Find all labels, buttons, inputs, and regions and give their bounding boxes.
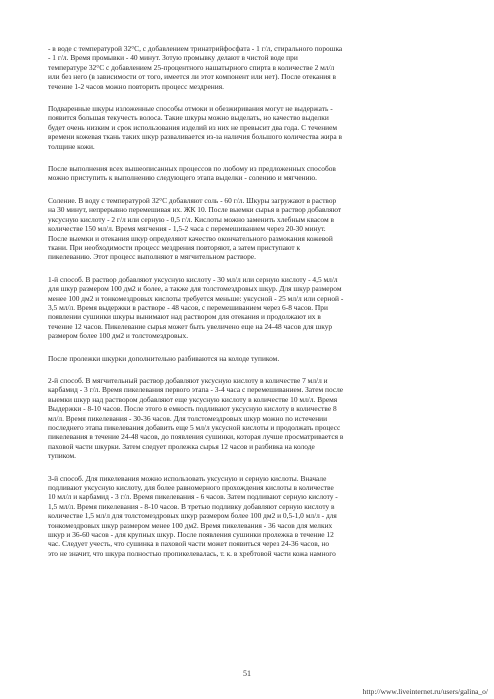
paragraph-method-1 <box>48 275 458 341</box>
text-line: течение 12 часов. Пикелевание сырья может быть увеличено еще на 24-48 часов для шкур <box>48 321 333 331</box>
text-line: толщине кожи. <box>48 141 95 151</box>
text-line: пикелевания в течение 24-48 часов, до появления сушинки, которая лучше просматривается в <box>48 432 344 442</box>
text-line: появлении сушинки шкуры вынимают над раствором для отекания и продолжают их в <box>48 312 321 322</box>
text-line: - в воде с температурой 32°С, с добавлением тринатрийфосфата - 1 г/л, стирального порошка <box>48 44 343 53</box>
text-line: подливают уксусную кислоту, для более равномерного прохождения кислоты в количестве <box>48 483 334 493</box>
text-line: уксусную кислоту - 2 г/л или серную - 0,5 г/л. Кислоты можно заменить хлебным квасом в <box>48 214 334 224</box>
text-line: 10 мл/л и карбамид - 3 г/л. Время пикелевания - 6 часов. Затем подливают серную кислоту - <box>48 492 338 502</box>
text-line: количестве 150 мл/л. Время мягчения - 1,5-2 часа с перемешиванием через 20-30 минут. <box>48 224 326 234</box>
paragraph-boiled-skins <box>48 104 458 151</box>
text-line: менее 100 дм2 и тонкомездровых кислоты требуется меньше: уксусной - 25 мл/л или серной - <box>48 293 344 303</box>
page-number: 51 <box>243 669 251 678</box>
text-line: мл/л. Время пикелевания - 30-36 часов. Для толстомездровых шкур можно по истечении <box>48 413 328 423</box>
text-line: 1,5 мл/л. Время пикелевания - 8-10 часов. В третью подливку добавляют серную кислоту в <box>48 501 335 511</box>
text-line: выемки шкур над раствором добавляют еще уксусную кислоту в количестве 10 мл/л. Время <box>48 394 338 404</box>
text-line: размером более 100 дм2 и толстомездровых. <box>48 331 189 341</box>
text-line: течение 1-2 часов можно повторить процесс мездрения. <box>48 81 224 91</box>
text-line: час. Следует учесть, что сушинка в паховой части может появиться через 24-36 часов, но <box>48 539 330 549</box>
text-line: шкур и 36-60 часов - для крупных шкур. После появления сушинки пролежка в течение 12 <box>48 530 334 540</box>
paragraph-method-3 <box>48 474 458 559</box>
text-line: ткани. При необходимости процесс мездрения повторяют, а затем приступают к <box>48 242 301 252</box>
text-line: После выполнения всех вышеописанных процессов по любому из предложенных способов <box>48 164 336 174</box>
text-line: времени кожевая ткань таких шкур разваливается из-за наличия большого количества жира в <box>48 132 342 142</box>
footer-url: http://www.liveinternet.ru/users/galina_o/ <box>362 687 488 696</box>
text-line: для шкур размером 100 дм2 и более, а также для толстомездровых шкур. Для шкур размером <box>48 284 342 294</box>
text-line: можно приступить к выполнению следующего этапа выделки - солению и мягчению. <box>48 173 317 183</box>
text-line: карбамид - 3 г/л. Время пикелевания первого этапа - 3-4 часа с перемешиванием. Затем после <box>48 385 344 395</box>
paragraph-washing <box>48 44 458 91</box>
text-line: или без него (в зависимости от того, имеется ли этот компонент или нет). После отекания в <box>48 72 336 82</box>
text-line: 2-й способ. В мягчительный раствор добавляют уксусную кислоту в количестве 7 мл/л и <box>48 375 328 385</box>
text-line: После пролежки шкурки дополнительно разбиваются на колоде тупиком. <box>48 353 280 363</box>
text-line: паховой части шкурки. Затем следует пролежка сырья 12 часов и разбивка на колоде <box>48 441 315 451</box>
text-line: температуре 32°С с добавлением 25-процентного нашатырного спирта в количестве 2 мл/л <box>48 62 335 72</box>
text-line: пикелеванию. Этот процесс выполняют в мягчительном растворе. <box>48 252 256 262</box>
text-line: - 1 г/л. Время промывки - 40 минут. Зотую промывку делают в чистой воде при <box>48 53 298 63</box>
paragraph-salting <box>48 196 458 262</box>
text-line: последнего этапа пикелевания добавить еще 5 мл/л уксусной кислоты и продолжать процесс <box>48 423 341 432</box>
text-line: 3-й способ. Для пикелевания можно использовать уксусную и серную кислоты. Вначале <box>48 473 327 483</box>
text-line: это не значит, что шкура полностью пропикелевалась, т. к. в хребтовой части кожа намного <box>48 548 336 558</box>
text-line: Соление. В воду с температурой 32°С добавляют соль - 60 г/л. Шкуры загружают в раствор <box>48 195 337 205</box>
paragraph-next-stage <box>48 164 458 183</box>
text-line: тупиком. <box>48 451 77 461</box>
text-line: Подваренные шкуры изложенные способы отмоки и обезжиривания могут не выдержать - <box>48 104 333 114</box>
paragraph-method-2 <box>48 376 458 461</box>
text-line: количестве 1,5 мл/л для толстомездровых шкур размером более 100 дм2 и 0,5-1,0 мл/л - для <box>48 511 337 521</box>
page-body <box>48 44 458 558</box>
text-line: Выдержки - 8-10 часов. После этого в емкость подливают уксусную кислоту в количестве 8 <box>48 404 337 414</box>
text-line: 1-й способ. В раствор добавляют уксусную кислоту - 30 мл/л или серную кислоту - 4,5 мл/л <box>48 274 338 284</box>
paragraph-after-rest <box>48 354 458 363</box>
text-line: будет очень низким и срок использования изделий из них не превысит два года. С течением <box>48 122 338 132</box>
text-line: 3,5 мл/л. Время выдержки в растворе - 48 часов, с перемешиванием через 6-8 часов. При <box>48 302 328 312</box>
text-line: появится большая текучесть волоса. Такие шкуры можно выделать, но качество выделки <box>48 113 329 123</box>
text-line: тонкомездровых шкур размером менее 100 дм2. Время пикелевания - 36 часов для мелких <box>48 520 333 530</box>
text-line: После выемки и отекания шкур определяют качество окончательного размокания кожевой <box>48 233 333 243</box>
text-line: на 30 минут, непрерывно перемешивая их. ЖК 10. После выемки сырья в раствор добавляют <box>48 205 342 215</box>
